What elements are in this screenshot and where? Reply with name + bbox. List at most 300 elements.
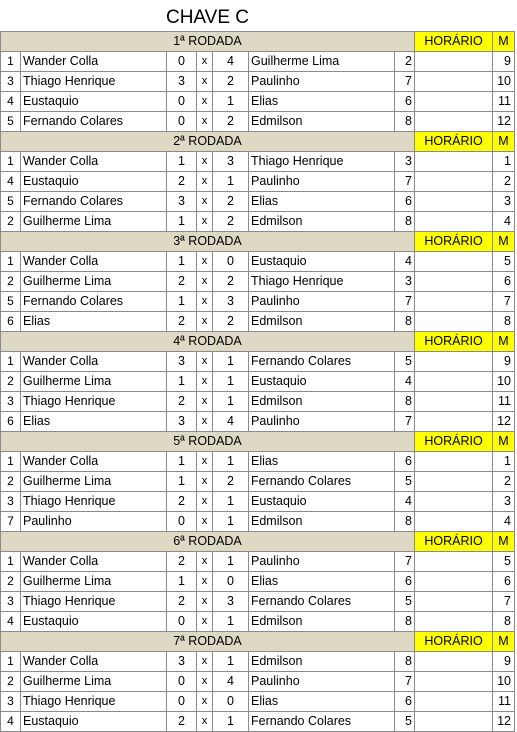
match-number: 8 xyxy=(493,612,515,632)
match-number: 1 xyxy=(493,452,515,472)
player-score: 3 xyxy=(167,192,197,212)
opponent-position: 7 xyxy=(395,72,415,92)
horario-header: HORÁRIO xyxy=(415,532,493,552)
opponent-name: Edmilson xyxy=(249,612,395,632)
match-number: 6 xyxy=(493,572,515,592)
match-row xyxy=(1,592,515,612)
match-number: 3 xyxy=(493,192,515,212)
match-row xyxy=(1,572,515,592)
player-position: 4 xyxy=(1,172,21,192)
player-position: 3 xyxy=(1,72,21,92)
match-row xyxy=(1,372,515,392)
versus-mark: x xyxy=(197,672,213,692)
versus-mark: x xyxy=(197,692,213,712)
match-row xyxy=(1,292,515,312)
player-position: 3 xyxy=(1,692,21,712)
opponent-score: 0 xyxy=(213,572,249,592)
opponent-position: 5 xyxy=(395,472,415,492)
match-row xyxy=(1,312,515,332)
match-row xyxy=(1,552,515,572)
opponent-name: Guilherme Lima xyxy=(249,52,395,72)
opponent-position: 8 xyxy=(395,652,415,672)
player-score: 1 xyxy=(167,572,197,592)
match-number: 8 xyxy=(493,312,515,332)
opponent-name: Fernando Colares xyxy=(249,592,395,612)
round-header-row xyxy=(1,32,515,52)
player-score: 2 xyxy=(167,712,197,732)
player-position: 2 xyxy=(1,472,21,492)
match-number: 10 xyxy=(493,372,515,392)
horario-cell xyxy=(415,52,493,72)
opponent-score: 2 xyxy=(213,212,249,232)
opponent-position: 6 xyxy=(395,452,415,472)
opponent-score: 2 xyxy=(213,272,249,292)
match-row xyxy=(1,92,515,112)
player-name: Eustaquio xyxy=(21,92,167,112)
player-name: Wander Colla xyxy=(21,52,167,72)
round-title: 5ª RODADA xyxy=(1,432,415,452)
player-score: 0 xyxy=(167,672,197,692)
horario-header: HORÁRIO xyxy=(415,232,493,252)
player-position: 2 xyxy=(1,212,21,232)
opponent-name: Paulinho xyxy=(249,292,395,312)
versus-mark: x xyxy=(197,152,213,172)
horario-cell xyxy=(415,152,493,172)
opponent-score: 0 xyxy=(213,692,249,712)
opponent-score: 1 xyxy=(213,392,249,412)
opponent-score: 2 xyxy=(213,112,249,132)
match-row xyxy=(1,112,515,132)
player-name: Wander Colla xyxy=(21,352,167,372)
versus-mark: x xyxy=(197,372,213,392)
versus-mark: x xyxy=(197,572,213,592)
versus-mark: x xyxy=(197,492,213,512)
opponent-name: Paulinho xyxy=(249,172,395,192)
player-name: Eustaquio xyxy=(21,172,167,192)
match-number: 10 xyxy=(493,72,515,92)
horario-cell xyxy=(415,372,493,392)
match-row xyxy=(1,192,515,212)
player-position: 1 xyxy=(1,52,21,72)
horario-cell xyxy=(415,172,493,192)
player-position: 2 xyxy=(1,672,21,692)
opponent-score: 3 xyxy=(213,592,249,612)
player-name: Thiago Henrique xyxy=(21,492,167,512)
opponent-name: Elias xyxy=(249,692,395,712)
player-name: Guilherme Lima xyxy=(21,672,167,692)
opponent-score: 2 xyxy=(213,192,249,212)
opponent-score: 4 xyxy=(213,672,249,692)
schedule-body xyxy=(1,32,515,732)
player-score: 3 xyxy=(167,352,197,372)
horario-header: HORÁRIO xyxy=(415,132,493,152)
player-score: 0 xyxy=(167,692,197,712)
match-number: 11 xyxy=(493,92,515,112)
opponent-position: 7 xyxy=(395,672,415,692)
player-name: Fernando Colares xyxy=(21,112,167,132)
round-header-row xyxy=(1,532,515,552)
match-number: 7 xyxy=(493,592,515,612)
match-number-header: M xyxy=(493,232,515,252)
match-row xyxy=(1,412,515,432)
opponent-position: 8 xyxy=(395,112,415,132)
player-position: 2 xyxy=(1,372,21,392)
versus-mark: x xyxy=(197,412,213,432)
opponent-position: 8 xyxy=(395,212,415,232)
opponent-position: 7 xyxy=(395,552,415,572)
horario-cell xyxy=(415,92,493,112)
horario-header: HORÁRIO xyxy=(415,332,493,352)
opponent-score: 1 xyxy=(213,492,249,512)
match-row xyxy=(1,672,515,692)
round-title: 2ª RODADA xyxy=(1,132,415,152)
player-score: 1 xyxy=(167,472,197,492)
player-position: 2 xyxy=(1,572,21,592)
opponent-name: Edmilson xyxy=(249,112,395,132)
opponent-score: 1 xyxy=(213,512,249,532)
round-title: 3ª RODADA xyxy=(1,232,415,252)
player-name: Wander Colla xyxy=(21,552,167,572)
opponent-score: 2 xyxy=(213,312,249,332)
player-position: 1 xyxy=(1,552,21,572)
round-header-row xyxy=(1,132,515,152)
player-score: 3 xyxy=(167,652,197,672)
versus-mark: x xyxy=(197,272,213,292)
opponent-position: 5 xyxy=(395,592,415,612)
player-name: Wander Colla xyxy=(21,452,167,472)
horario-header: HORÁRIO xyxy=(415,632,493,652)
opponent-name: Thiago Henrique xyxy=(249,152,395,172)
match-number: 11 xyxy=(493,692,515,712)
match-row xyxy=(1,612,515,632)
opponent-name: Paulinho xyxy=(249,72,395,92)
opponent-position: 7 xyxy=(395,292,415,312)
player-score: 1 xyxy=(167,452,197,472)
opponent-name: Edmilson xyxy=(249,512,395,532)
player-position: 1 xyxy=(1,452,21,472)
versus-mark: x xyxy=(197,192,213,212)
opponent-position: 6 xyxy=(395,92,415,112)
opponent-position: 5 xyxy=(395,352,415,372)
opponent-score: 1 xyxy=(213,92,249,112)
match-number: 2 xyxy=(493,172,515,192)
match-row xyxy=(1,272,515,292)
opponent-name: Edmilson xyxy=(249,392,395,412)
match-row xyxy=(1,152,515,172)
opponent-score: 0 xyxy=(213,252,249,272)
horario-cell xyxy=(415,352,493,372)
player-position: 3 xyxy=(1,392,21,412)
match-row xyxy=(1,172,515,192)
player-score: 0 xyxy=(167,512,197,532)
match-row xyxy=(1,452,515,472)
opponent-score: 1 xyxy=(213,352,249,372)
round-header-row xyxy=(1,632,515,652)
opponent-score: 3 xyxy=(213,292,249,312)
match-number: 9 xyxy=(493,352,515,372)
horario-cell xyxy=(415,192,493,212)
opponent-score: 2 xyxy=(213,472,249,492)
versus-mark: x xyxy=(197,652,213,672)
opponent-score: 2 xyxy=(213,72,249,92)
match-number: 11 xyxy=(493,392,515,412)
horario-cell xyxy=(415,72,493,92)
player-position: 3 xyxy=(1,492,21,512)
opponent-name: Thiago Henrique xyxy=(249,272,395,292)
opponent-score: 1 xyxy=(213,172,249,192)
player-position: 6 xyxy=(1,412,21,432)
opponent-position: 4 xyxy=(395,492,415,512)
versus-mark: x xyxy=(197,712,213,732)
opponent-score: 3 xyxy=(213,152,249,172)
opponent-position: 4 xyxy=(395,252,415,272)
player-score: 1 xyxy=(167,292,197,312)
opponent-position: 8 xyxy=(395,392,415,412)
opponent-position: 5 xyxy=(395,712,415,732)
opponent-position: 2 xyxy=(395,52,415,72)
horario-cell xyxy=(415,652,493,672)
player-score: 2 xyxy=(167,312,197,332)
opponent-position: 7 xyxy=(395,412,415,432)
match-number: 6 xyxy=(493,272,515,292)
opponent-name: Fernando Colares xyxy=(249,712,395,732)
opponent-name: Paulinho xyxy=(249,552,395,572)
match-row xyxy=(1,52,515,72)
opponent-name: Elias xyxy=(249,192,395,212)
player-position: 1 xyxy=(1,652,21,672)
match-number-header: M xyxy=(493,432,515,452)
versus-mark: x xyxy=(197,172,213,192)
round-title: 6ª RODADA xyxy=(1,532,415,552)
match-row xyxy=(1,392,515,412)
opponent-name: Edmilson xyxy=(249,312,395,332)
player-name: Guilherme Lima xyxy=(21,212,167,232)
horario-cell xyxy=(415,592,493,612)
versus-mark: x xyxy=(197,592,213,612)
opponent-score: 1 xyxy=(213,612,249,632)
horario-cell xyxy=(415,252,493,272)
player-score: 2 xyxy=(167,592,197,612)
player-name: Guilherme Lima xyxy=(21,372,167,392)
opponent-name: Elias xyxy=(249,92,395,112)
player-score: 1 xyxy=(167,152,197,172)
player-name: Paulinho xyxy=(21,512,167,532)
versus-mark: x xyxy=(197,112,213,132)
player-position: 4 xyxy=(1,612,21,632)
match-row xyxy=(1,352,515,372)
match-number: 3 xyxy=(493,492,515,512)
match-number: 7 xyxy=(493,292,515,312)
match-number: 5 xyxy=(493,552,515,572)
player-name: Guilherme Lima xyxy=(21,472,167,492)
player-position: 1 xyxy=(1,252,21,272)
opponent-score: 1 xyxy=(213,552,249,572)
versus-mark: x xyxy=(197,552,213,572)
opponent-position: 7 xyxy=(395,172,415,192)
player-score: 2 xyxy=(167,272,197,292)
player-name: Fernando Colares xyxy=(21,292,167,312)
player-position: 5 xyxy=(1,292,21,312)
versus-mark: x xyxy=(197,352,213,372)
match-number: 1 xyxy=(493,152,515,172)
opponent-name: Fernando Colares xyxy=(249,352,395,372)
player-score: 3 xyxy=(167,412,197,432)
match-row xyxy=(1,512,515,532)
player-position: 4 xyxy=(1,92,21,112)
schedule-table xyxy=(0,31,515,732)
match-row xyxy=(1,712,515,732)
player-score: 0 xyxy=(167,612,197,632)
player-score: 2 xyxy=(167,172,197,192)
match-number-header: M xyxy=(493,132,515,152)
horario-cell xyxy=(415,512,493,532)
match-number-header: M xyxy=(493,332,515,352)
player-name: Thiago Henrique xyxy=(21,72,167,92)
player-position: 1 xyxy=(1,352,21,372)
player-position: 3 xyxy=(1,592,21,612)
horario-cell xyxy=(415,312,493,332)
player-score: 0 xyxy=(167,112,197,132)
match-row xyxy=(1,72,515,92)
opponent-score: 1 xyxy=(213,452,249,472)
versus-mark: x xyxy=(197,212,213,232)
versus-mark: x xyxy=(197,512,213,532)
opponent-name: Paulinho xyxy=(249,672,395,692)
opponent-name: Elias xyxy=(249,572,395,592)
horario-cell xyxy=(415,112,493,132)
horario-cell xyxy=(415,212,493,232)
versus-mark: x xyxy=(197,612,213,632)
player-score: 0 xyxy=(167,52,197,72)
round-title: 1ª RODADA xyxy=(1,32,415,52)
player-score: 1 xyxy=(167,252,197,272)
opponent-name: Fernando Colares xyxy=(249,472,395,492)
match-row xyxy=(1,252,515,272)
opponent-position: 8 xyxy=(395,512,415,532)
horario-cell xyxy=(415,292,493,312)
player-score: 1 xyxy=(167,212,197,232)
opponent-position: 4 xyxy=(395,372,415,392)
round-title: 7ª RODADA xyxy=(1,632,415,652)
horario-cell xyxy=(415,472,493,492)
opponent-name: Eustaquio xyxy=(249,492,395,512)
match-row xyxy=(1,692,515,712)
player-position: 2 xyxy=(1,272,21,292)
match-number: 9 xyxy=(493,652,515,672)
opponent-position: 8 xyxy=(395,612,415,632)
player-score: 2 xyxy=(167,392,197,412)
player-position: 7 xyxy=(1,512,21,532)
opponent-position: 3 xyxy=(395,272,415,292)
horario-header: HORÁRIO xyxy=(415,432,493,452)
opponent-position: 6 xyxy=(395,692,415,712)
opponent-name: Eustaquio xyxy=(249,252,395,272)
round-header-row xyxy=(1,332,515,352)
opponent-score: 1 xyxy=(213,652,249,672)
horario-cell xyxy=(415,492,493,512)
match-number: 12 xyxy=(493,712,515,732)
match-number: 12 xyxy=(493,412,515,432)
match-number: 10 xyxy=(493,672,515,692)
match-number-header: M xyxy=(493,32,515,52)
player-score: 2 xyxy=(167,492,197,512)
opponent-position: 6 xyxy=(395,192,415,212)
horario-cell xyxy=(415,392,493,412)
player-name: Guilherme Lima xyxy=(21,272,167,292)
horario-header: HORÁRIO xyxy=(415,32,493,52)
match-row xyxy=(1,492,515,512)
versus-mark: x xyxy=(197,472,213,492)
match-number: 12 xyxy=(493,112,515,132)
player-name: Eustaquio xyxy=(21,712,167,732)
player-score: 3 xyxy=(167,72,197,92)
opponent-score: 1 xyxy=(213,372,249,392)
match-number: 5 xyxy=(493,252,515,272)
opponent-name: Edmilson xyxy=(249,212,395,232)
opponent-name: Edmilson xyxy=(249,652,395,672)
player-score: 2 xyxy=(167,552,197,572)
player-position: 6 xyxy=(1,312,21,332)
match-number: 2 xyxy=(493,472,515,492)
opponent-name: Paulinho xyxy=(249,412,395,432)
versus-mark: x xyxy=(197,52,213,72)
match-row xyxy=(1,652,515,672)
player-name: Guilherme Lima xyxy=(21,572,167,592)
player-name: Wander Colla xyxy=(21,152,167,172)
match-row xyxy=(1,212,515,232)
player-name: Wander Colla xyxy=(21,252,167,272)
player-position: 5 xyxy=(1,192,21,212)
versus-mark: x xyxy=(197,312,213,332)
round-header-row xyxy=(1,232,515,252)
round-title: 4ª RODADA xyxy=(1,332,415,352)
versus-mark: x xyxy=(197,92,213,112)
opponent-score: 4 xyxy=(213,52,249,72)
opponent-score: 4 xyxy=(213,412,249,432)
player-position: 4 xyxy=(1,712,21,732)
player-position: 1 xyxy=(1,152,21,172)
versus-mark: x xyxy=(197,292,213,312)
horario-cell xyxy=(415,612,493,632)
player-name: Thiago Henrique xyxy=(21,692,167,712)
versus-mark: x xyxy=(197,452,213,472)
player-score: 0 xyxy=(167,92,197,112)
opponent-position: 3 xyxy=(395,152,415,172)
match-number-header: M xyxy=(493,632,515,652)
player-position: 5 xyxy=(1,112,21,132)
horario-cell xyxy=(415,412,493,432)
page-title: CHAVE C xyxy=(165,7,250,28)
opponent-name: Eustaquio xyxy=(249,372,395,392)
horario-cell xyxy=(415,272,493,292)
player-name: Thiago Henrique xyxy=(21,592,167,612)
player-name: Eustaquio xyxy=(21,612,167,632)
horario-cell xyxy=(415,672,493,692)
match-row xyxy=(1,472,515,492)
match-number: 4 xyxy=(493,512,515,532)
match-number: 9 xyxy=(493,52,515,72)
opponent-name: Elias xyxy=(249,452,395,472)
versus-mark: x xyxy=(197,392,213,412)
opponent-position: 8 xyxy=(395,312,415,332)
versus-mark: x xyxy=(197,72,213,92)
player-name: Elias xyxy=(21,412,167,432)
horario-cell xyxy=(415,712,493,732)
versus-mark: x xyxy=(197,252,213,272)
horario-cell xyxy=(415,692,493,712)
opponent-score: 1 xyxy=(213,712,249,732)
match-number-header: M xyxy=(493,532,515,552)
